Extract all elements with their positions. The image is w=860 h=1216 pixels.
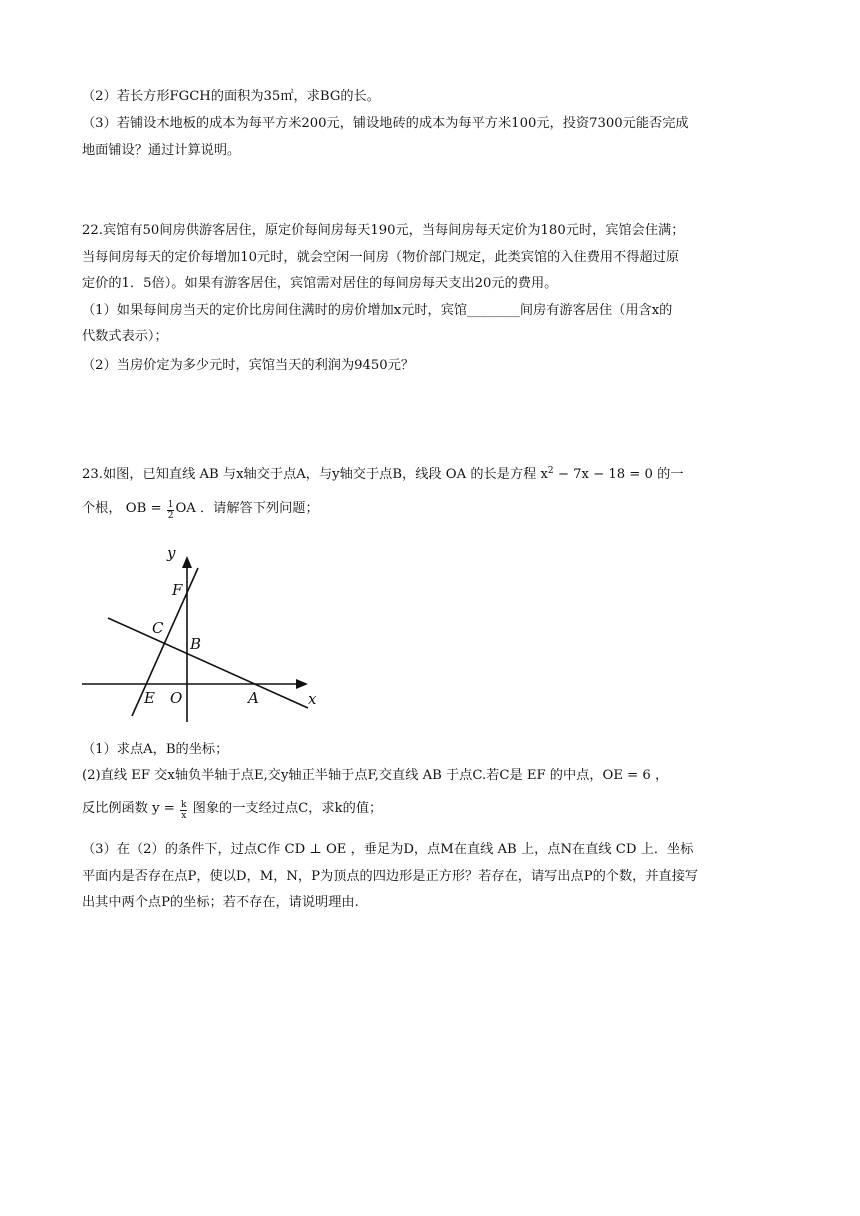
y-axis-arrow-icon (182, 556, 192, 568)
q23-part2-line2 (82, 800, 382, 821)
q23-half-fraction (167, 500, 175, 521)
q23-part3-line2: 平面内是否存在点P，使以D，M，N，P为顶点的四边形是正方形？若存在，请写出点P的个数，并直接写 (82, 869, 699, 884)
label-x: x (308, 690, 317, 708)
fraction-denominator: x (181, 811, 187, 821)
q23-intro-line2 (82, 500, 319, 521)
label-y: y (167, 544, 176, 562)
q21-part3-line2: 地面铺设？通过计算说明。 (82, 143, 241, 158)
q22-part1-line1: （1）如果每间房当天的定价比房间住满时的房价增加x元时，宾馆________间房有游客居住（用含x的 (82, 303, 673, 318)
q23-ob-text: 个根， OB = (82, 501, 166, 516)
q23-part1: （1）求点A，B的坐标； (82, 742, 229, 757)
q22-part1-line2: 代数式表示）； (82, 329, 168, 344)
q21-part3-line1: （3）若铺设木地板的成本为每平方米200元，铺设地砖的成本为每平方米100元，投资7300元能否完成 (82, 116, 689, 131)
q23-reciprocal-text: 反比例函数 y = (82, 801, 180, 816)
label-e: E (144, 689, 155, 707)
fraction-numerator: 1 (167, 500, 174, 510)
q23-intro-text: 23.如图，已知直线 AB 与x轴交于点A，与y轴交于点B，线段 OA 的长是方程 (82, 467, 541, 482)
q23-k-over-x-fraction (180, 800, 187, 821)
label-a: A (248, 689, 259, 707)
q23-part3-line3: 出其中两个点P的坐标；若不存在，请说明理由. (82, 895, 359, 910)
line-ab (108, 618, 308, 708)
q23-equation: $x^2 - 7x - 18 = 0$ (540, 466, 653, 482)
q23-part3-line1: （3）在（2）的条件下，过点C作 CD ⊥ OE ，垂足为D，点M在直线 AB 上，点N在直线 CD 上．坐标 (82, 842, 694, 857)
q22-intro-line3: 定价的1．5倍）。如果有游客居住，宾馆需对居住的每间房每天支出20元的费用。 (82, 276, 558, 291)
q23-intro-line1 (82, 466, 684, 484)
q22-intro-line1: 22.宾馆有50间房供游客居住，原定价每间房每天190元，当每间房每天定价为180元时，宾馆会住满； (82, 223, 685, 238)
q22-intro-line2: 当每间房每天的定价每增加10元时，就会空闲一间房（物价部门规定，此类宾馆的入住费用不得超过原 (82, 250, 680, 265)
q21-part2: （2）若长方形FGCH的面积为35㎡，求BG的长。 (82, 89, 380, 104)
q22-part2: （2）当房价定为多少元时，宾馆当天的利润为9450元？ (82, 358, 415, 373)
coordinate-figure (80, 544, 330, 724)
x-axis-arrow-icon (296, 679, 308, 689)
q23-intro-tail: 的一 (652, 467, 684, 482)
label-o: O (170, 689, 183, 707)
line-ef (132, 568, 198, 716)
q23-reciprocal-tail: 图象的一支经过点C，求k的值； (188, 801, 383, 816)
label-b: B (190, 635, 202, 653)
fraction-denominator: 2 (167, 511, 174, 521)
q23-ob-tail: OA ．请解答下列问题； (175, 501, 319, 516)
fraction-numerator: k (181, 800, 187, 810)
label-f: F (172, 581, 183, 599)
q23-part2-line1: (2)直线 EF 交x轴负半轴于点E,交y轴正半轴于点F,交直线 AB 于点C.若C是 EF 的中点，OE = 6 ， (82, 768, 669, 783)
label-c: C (152, 619, 164, 637)
